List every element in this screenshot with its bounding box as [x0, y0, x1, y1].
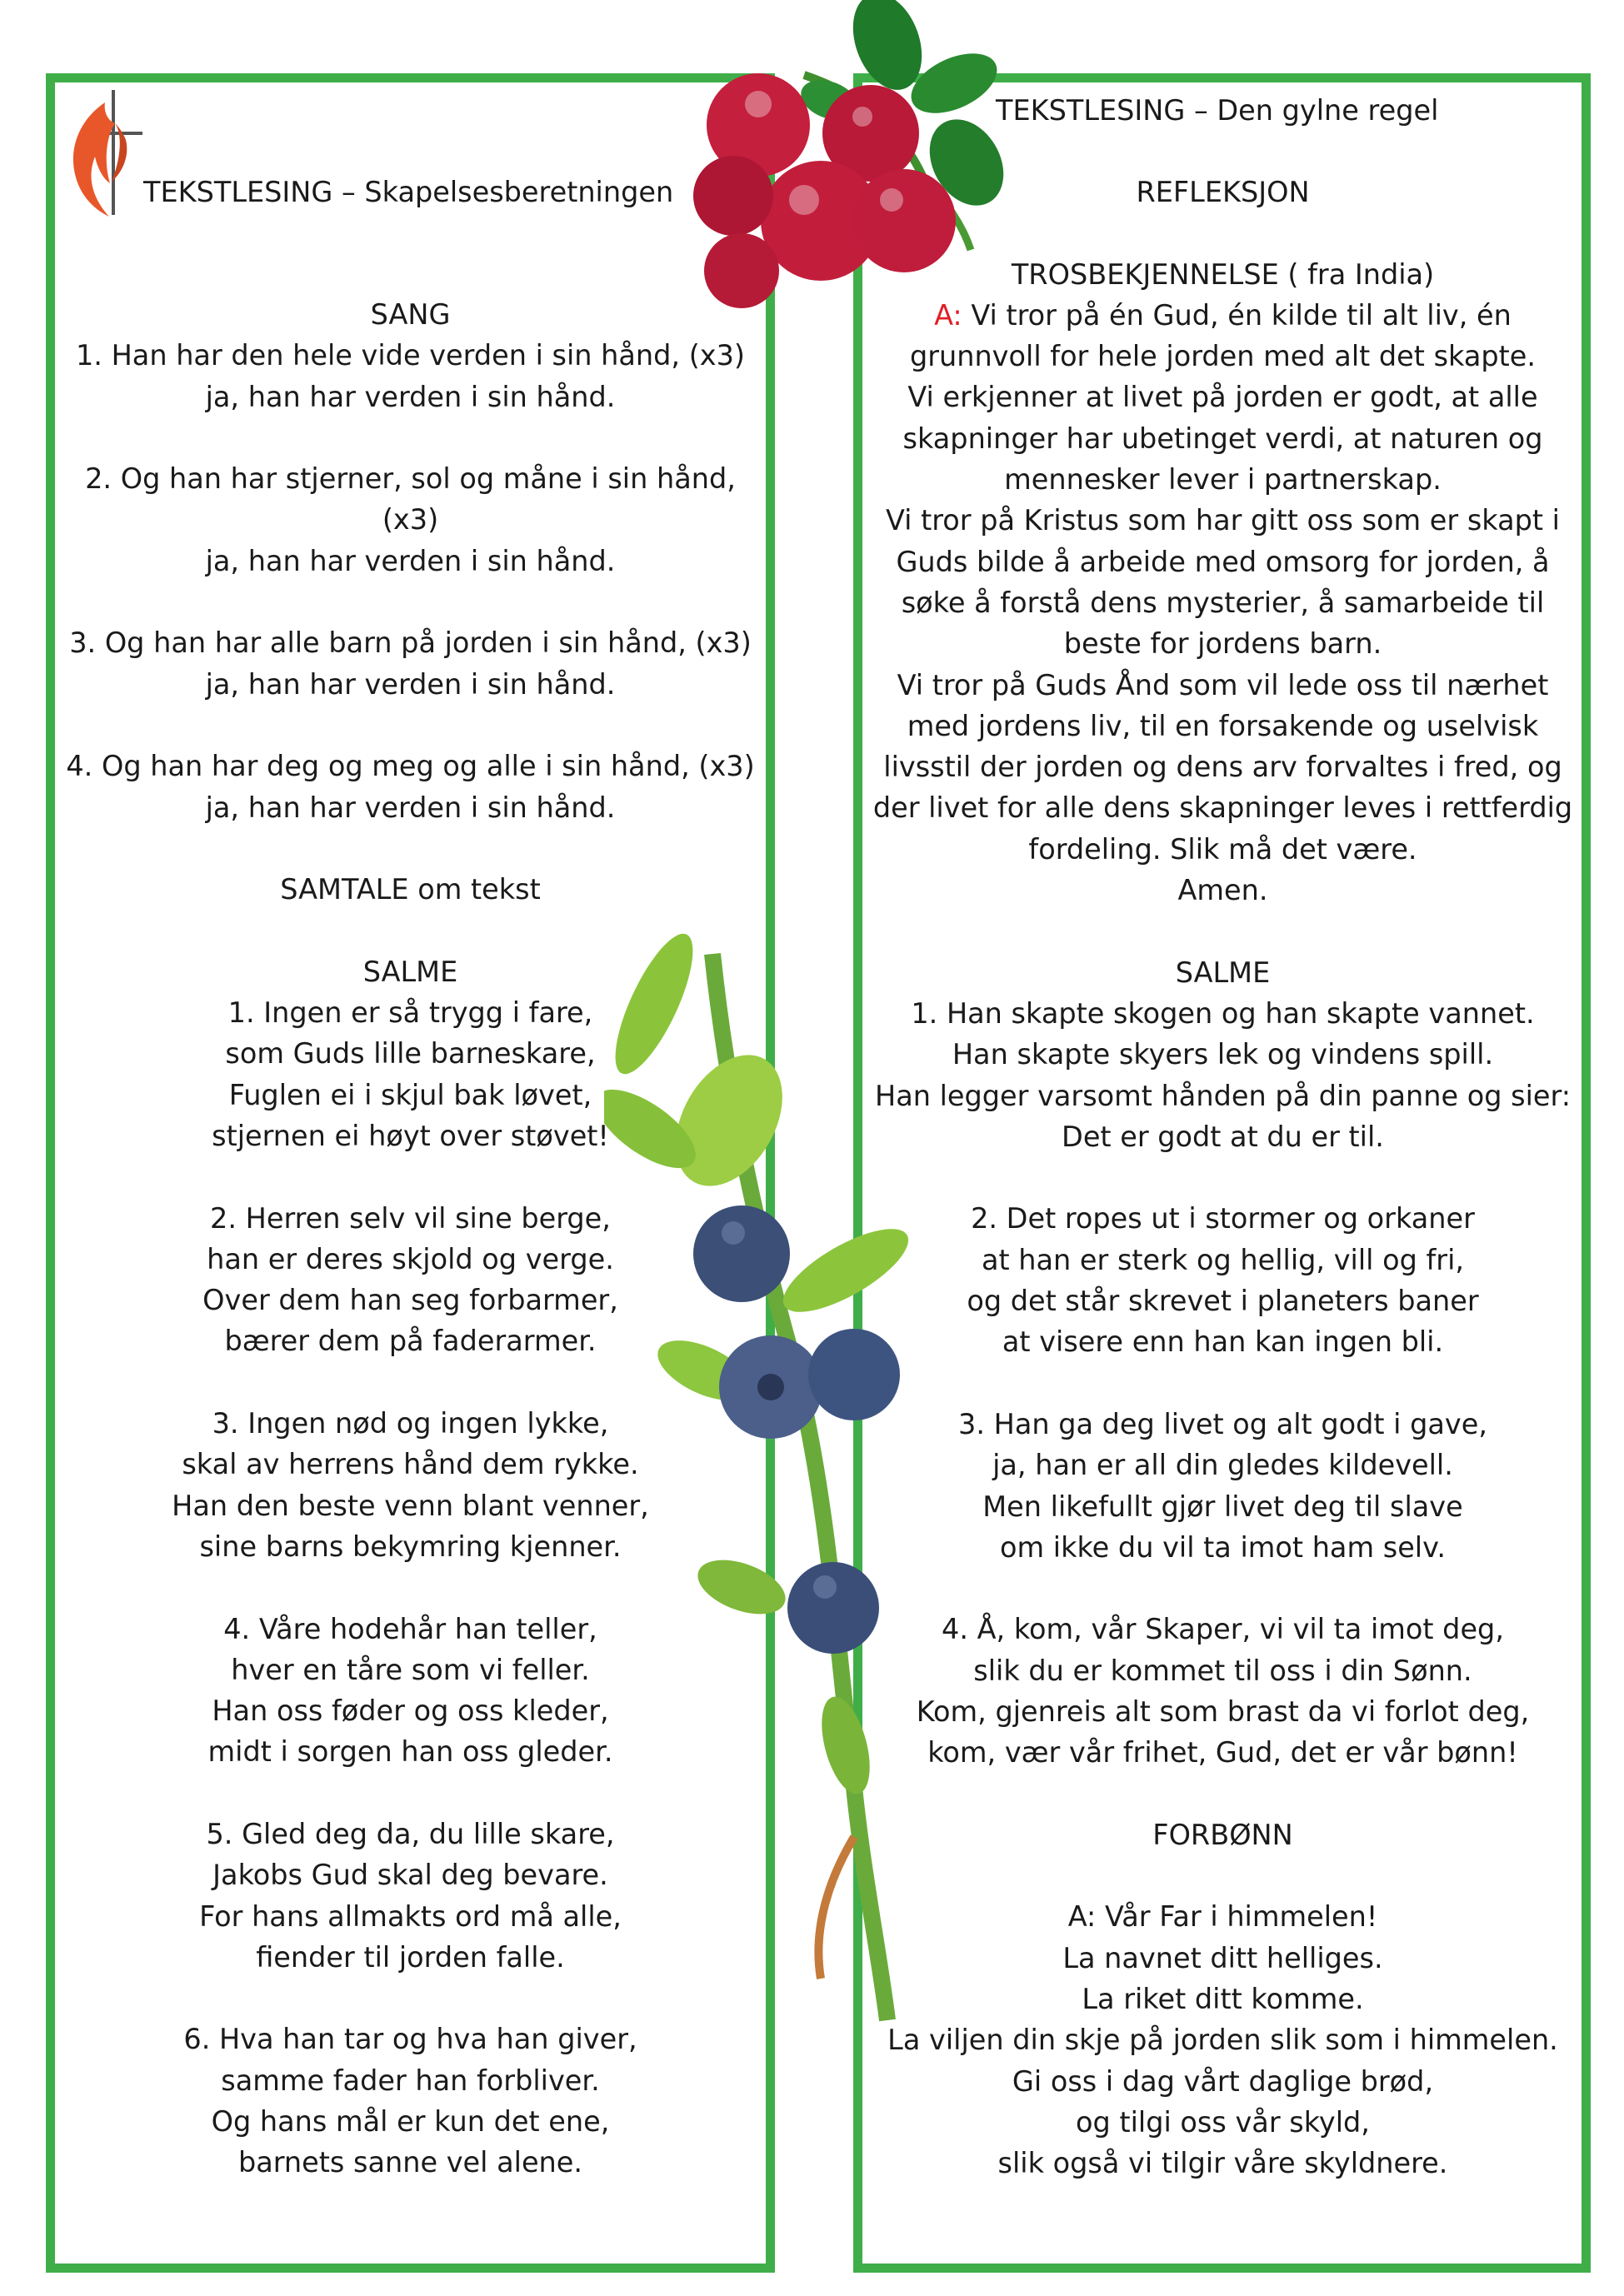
tros-line: Vi tror på Guds Ånd som vil lede oss til nærhet	[897, 668, 1549, 701]
salme-line: som Guds lille barneskare,	[225, 1037, 596, 1071]
forbonn-line: A: Vår Far i himmelen!	[1067, 1900, 1378, 1934]
cross-flame-logo	[63, 90, 147, 223]
salme-line: Han oss føder og oss kleder,	[212, 1695, 609, 1728]
refleksjon-heading: REFLEKSJON	[1136, 176, 1310, 208]
tros-line: livsstil der jorden og dens arv forvaltes i fred, og	[883, 751, 1562, 784]
tros-line: Vi erkjenner at livet på jorden er godt, at alle	[907, 381, 1538, 414]
salme-line: bærer dem på faderarmer.	[224, 1325, 597, 1358]
salme-line: 4. Våre hodehår han teller,	[223, 1612, 597, 1645]
forbonn-line: slik også vi tilgir våre skyldnere.	[997, 2147, 1448, 2180]
salme-line: 3. Ingen nød og ingen lykke,	[212, 1407, 609, 1440]
tros-line: Vi tror på Kristus som har gitt oss som er skapt i	[885, 504, 1560, 537]
right-title: TEKSTLESING – Den gylne regel	[996, 94, 1439, 127]
tros-line: der livet for alle dens skapninger leves i rettferdig	[872, 791, 1573, 825]
salme-line: For hans allmakts ord må alle,	[199, 1899, 622, 1933]
tros-line: søke å forstå dens mysterier, å samarbeide til	[901, 586, 1545, 619]
salme-line: Fuglen ei i skjul bak løvet,	[228, 1078, 592, 1111]
salme-line: Det er godt at du er til.	[1062, 1120, 1384, 1153]
tros-line	[867, 295, 1579, 336]
salme-line: kom, vær vår frihet, Gud, det er vår bønn!	[927, 1736, 1518, 1769]
salme-line: og det står skrevet i planeters baner	[967, 1285, 1479, 1318]
salme-line: Han skapte skyers lek og vindens spill.	[952, 1038, 1494, 1071]
right-column	[867, 172, 1579, 2184]
forbonn-line: og tilgi oss vår skyld,	[1076, 2105, 1370, 2139]
salme-line: Over dem han seg forbarmer,	[202, 1284, 618, 1317]
salme-line: Han den beste venn blant venner,	[172, 1489, 649, 1522]
sang-line: 3. Og han har alle barn på jorden i sin hånd, (x3)	[69, 626, 752, 660]
forbonn-line: La riket ditt komme.	[1082, 1983, 1364, 2016]
tros-line: fordeling. Slik må det være.	[1028, 832, 1417, 866]
salme-line: 2. Herren selv vil sine berge,	[210, 1201, 611, 1235]
forbonn-heading: FORBØNN	[1152, 1818, 1293, 1851]
salme-line: 3. Han ga deg livet og alt godt i gave,	[958, 1407, 1487, 1440]
tros-line: grunnvoll for hele jorden med alt det skapte.	[909, 340, 1537, 373]
salme-line: skal av herrens hånd dem rykke.	[182, 1448, 639, 1481]
left-column	[58, 294, 762, 2184]
salme-line: 4. Å, kom, vår Skaper, vi vil ta imot deg,	[942, 1613, 1504, 1646]
salme-line: Og hans mål er kun det ene,	[211, 2105, 610, 2139]
salme-line: stjernen ei høyt over støvet!	[212, 1119, 609, 1152]
salme-line: om ikke du vil ta imot ham selv.	[999, 1530, 1446, 1564]
salme-line: samme fader han forbliver.	[221, 2064, 600, 2097]
forbonn-line: La viljen din skje på jorden slik som i himmelen.	[887, 2024, 1558, 2057]
sang-line: ja, han har verden i sin hånd.	[205, 791, 616, 824]
salme-line: fiender til jorden falle.	[256, 1940, 565, 1974]
salme-line: ja, han er all din gledes kildevell.	[992, 1449, 1453, 1482]
salme-line: at visere enn han kan ingen bli.	[1002, 1325, 1444, 1359]
sang-heading: SANG	[370, 298, 451, 331]
tros-amen: Amen.	[1177, 874, 1268, 907]
salme-line: han er deres skjold og verge.	[207, 1242, 614, 1275]
salme-line: Men likefullt gjør livet deg til slave	[982, 1490, 1463, 1523]
forbonn-line: Gi oss i dag vårt daglige brød,	[1012, 2064, 1434, 2098]
trosbekjennelse-heading: TROSBEKJENNELSE ( fra India)	[1011, 257, 1435, 291]
salme-line: Kom, gjenreis alt som brast da vi forlot deg,	[916, 1695, 1530, 1728]
salme-line: midt i sorgen han oss gleder.	[207, 1735, 613, 1769]
sang-line: 1. Han har den hele vide verden i sin hånd, (x3)	[75, 339, 746, 372]
salme-heading-right: SALME	[1175, 956, 1271, 989]
forbonn-line: La navnet ditt helliges.	[1062, 1941, 1383, 1974]
salme-line: Han legger varsomt hånden på din panne og sier:	[875, 1079, 1571, 1112]
sang-line: 2. Og han har stjerner, sol og måne i sin hånd,	[85, 462, 736, 496]
sang-line: (x3)	[382, 503, 439, 537]
tros-line: mennesker lever i partnerskap.	[1004, 463, 1442, 497]
tros-line: skapninger har ubetinget verdi, at naturen og	[902, 422, 1543, 455]
salme-line: Jakobs Gud skal deg bevare.	[212, 1859, 608, 1892]
tros-first-line: Vi tror på én Gud, én kilde til alt liv, én	[962, 298, 1512, 332]
salme-line: 2. Det ropes ut i stormer og orkaner	[971, 1202, 1475, 1235]
tros-line: med jordens liv, til en forsakende og uselvisk	[907, 709, 1539, 742]
sang-line: 4. Og han har deg og meg og alle i sin hånd, (x3)	[66, 750, 755, 783]
left-title: TEKSTLESING – Skapelsesberetningen	[143, 176, 674, 208]
sang-line: ja, han har verden i sin hånd.	[205, 544, 616, 577]
tros-line: Guds bilde å arbeide med omsorg for jorden, å	[896, 545, 1550, 578]
salme-line: 6. Hva han tar og hva han giver,	[183, 2023, 637, 2056]
salme-line: at han er sterk og hellig, vill og fri,	[981, 1243, 1465, 1276]
sang-line: ja, han har verden i sin hånd.	[205, 380, 616, 413]
salme-line: 1. Ingen er så trygg i fare,	[227, 996, 593, 1030]
salme-line: 1. Han skapte skogen og han skapte vannet.	[911, 996, 1535, 1030]
salme-heading-left: SALME	[362, 955, 458, 988]
salme-line: hver en tåre som vi feller.	[231, 1653, 590, 1686]
tros-line: beste for jordens barn.	[1063, 627, 1382, 661]
salme-line: 5. Gled deg da, du lille skare,	[206, 1817, 615, 1850]
salme-line: sine barns bekymring kjenner.	[199, 1530, 622, 1563]
responder-prefix: A:	[934, 298, 962, 332]
samtale-heading: SAMTALE om tekst	[280, 873, 541, 906]
salme-line: slik du er kommet til oss i din Sønn.	[973, 1654, 1472, 1687]
sang-line: ja, han har verden i sin hånd.	[205, 667, 616, 701]
salme-line: barnets sanne vel alene.	[237, 2146, 583, 2179]
